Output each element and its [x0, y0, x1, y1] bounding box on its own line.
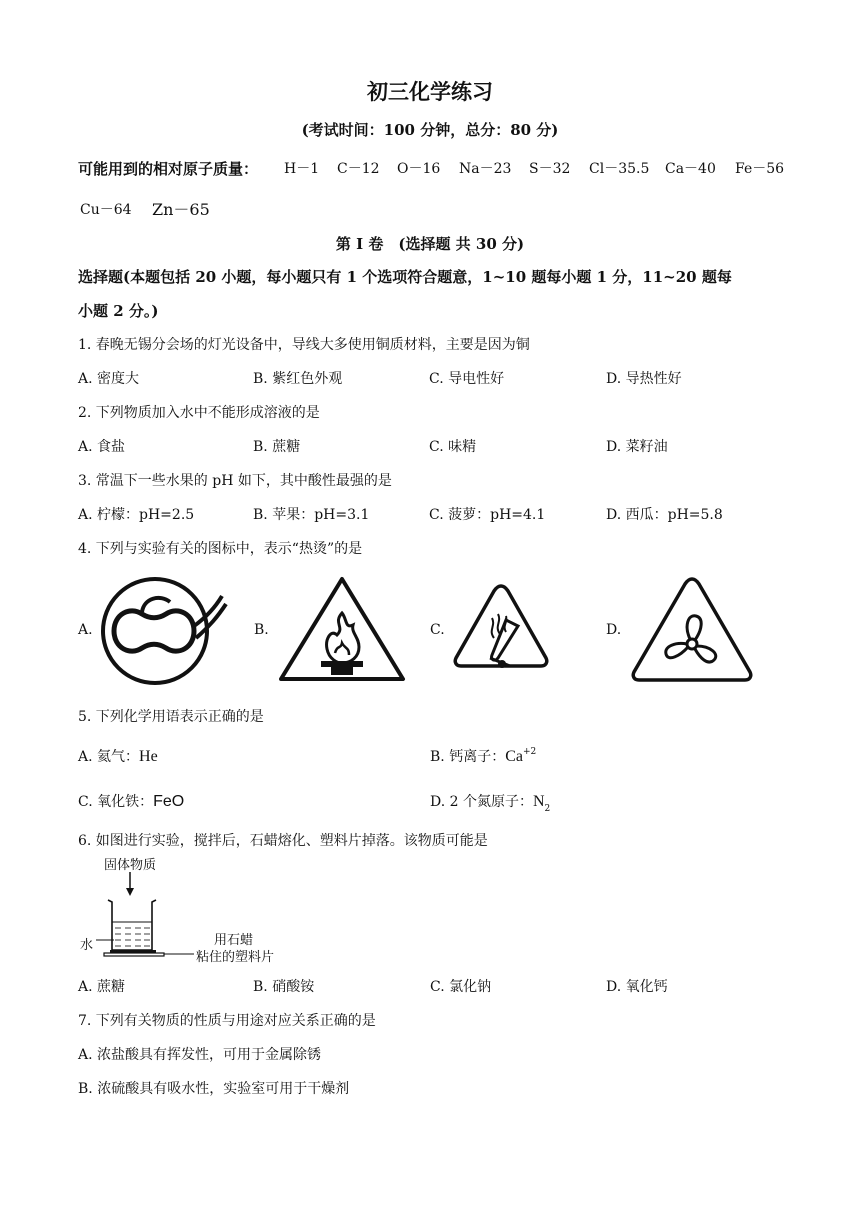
option-c: C. [430, 622, 445, 638]
goggles-icon [100, 576, 230, 686]
section-instruction: 选择题(本题包括 20 小题，每小题只有 1 个选项符合题意，1~10 题每小题 1 分，11~20 题每 [78, 268, 732, 286]
option-b: B. 浓硫酸具有吸水性，实验室可用于干燥剂 [78, 1081, 350, 1097]
option-a [78, 746, 158, 766]
atomic-mass-item: O－16 [397, 161, 441, 177]
figure-label-solid: 固体物质 [104, 858, 157, 873]
option-label: B. 钙离子： [430, 749, 506, 765]
atomic-mass-item: H－1 [284, 161, 320, 177]
chemical-formula: Ca [505, 748, 523, 765]
beaker-diagram [90, 870, 200, 966]
atomic-mass-label: 可能用到的相对原子质量： [78, 160, 259, 178]
fan-warning-icon [628, 574, 756, 684]
option-a: A. 浓盐酸具有挥发性，可用于金属除锈 [78, 1047, 322, 1063]
section-title: 第 I 卷 (选择题 共 30 分) [335, 235, 525, 253]
option-label: C. 氧化铁： [78, 794, 154, 810]
option-label: D. 2 个氮原子： [430, 794, 533, 810]
option-b: B. 蔗糖 [253, 439, 301, 455]
option-c [78, 791, 184, 811]
figure-label-water: 水 [80, 938, 94, 953]
option-b: B. 苹果：pH=3.1 [253, 507, 370, 523]
chemical-formula: N [532, 793, 545, 810]
page-title: 初三化学练习 [367, 79, 493, 104]
option-c: C. 菠萝：pH=4.1 [429, 507, 546, 523]
question-stem: 1. 春晚无锡分会场的灯光设备中，导线大多使用铜质材料，主要是因为铜 [78, 337, 530, 353]
heating-test-tube-icon [450, 580, 552, 672]
option-label: A. 氦气： [78, 749, 140, 765]
atomic-mass-item: S－32 [529, 161, 571, 177]
option-c: C. 味精 [429, 439, 477, 455]
option-b: B. 硝酸铵 [253, 979, 315, 995]
option-d: D. [606, 622, 622, 638]
atomic-mass-item: C－12 [337, 161, 380, 177]
atomic-mass-item: Cu－64 [80, 202, 132, 218]
option-d: D. 西瓜：pH=5.8 [606, 507, 723, 523]
question-stem: 3. 常温下一些水果的 pH 如下，其中酸性最强的是 [78, 473, 392, 489]
option-d: D. 氧化钙 [606, 979, 668, 995]
chemical-formula: He [139, 748, 158, 765]
option-a: A. 柠檬：pH=2.5 [78, 507, 195, 523]
atomic-mass-item: Fe－56 [735, 161, 785, 177]
option-b [430, 746, 536, 766]
option-c: C. 导电性好 [429, 371, 505, 387]
question-stem: 4. 下列与实验有关的图标中，表示“热烫”的是 [78, 541, 363, 557]
question-stem: 6. 如图进行实验，搅拌后，石蜡熔化、塑料片掉落。该物质可能是 [78, 833, 488, 849]
option-d: D. 菜籽油 [606, 439, 668, 455]
chemical-formula: FeO [153, 793, 185, 810]
flame-warning-icon [275, 573, 409, 685]
option-d [430, 791, 551, 814]
option-a: A. 食盐 [78, 439, 126, 455]
atomic-mass-item: Cl－35.5 [589, 161, 650, 177]
ion-charge: +2 [522, 747, 537, 757]
subscript: 2 [544, 804, 551, 814]
question-stem: 2. 下列物质加入水中不能形成溶液的是 [78, 405, 320, 421]
atomic-mass-item: Zn－65 [152, 200, 210, 219]
option-d: D. 导热性好 [606, 371, 682, 387]
atomic-mass-item: Ca－40 [665, 161, 716, 177]
atomic-mass-item: Na－23 [459, 161, 512, 177]
figure-label-plate: 用石蜡 [214, 933, 254, 948]
option-b: B. 紫红色外观 [253, 371, 343, 387]
option-c: C. 氯化钠 [430, 979, 492, 995]
question-stem: 7. 下列有关物质的性质与用途对应关系正确的是 [78, 1013, 376, 1029]
section-instruction: 小题 2 分。) [78, 302, 159, 320]
option-a: A. 密度大 [78, 371, 140, 387]
figure-label-plate: 粘住的塑料片 [196, 950, 275, 965]
option-b: B. [254, 622, 269, 638]
option-a: A. 蔗糖 [78, 979, 126, 995]
exam-info: (考试时间：100 分钟，总分：80 分) [301, 121, 559, 139]
question-stem: 5. 下列化学用语表示正确的是 [78, 709, 264, 725]
option-a: A. [78, 622, 93, 638]
